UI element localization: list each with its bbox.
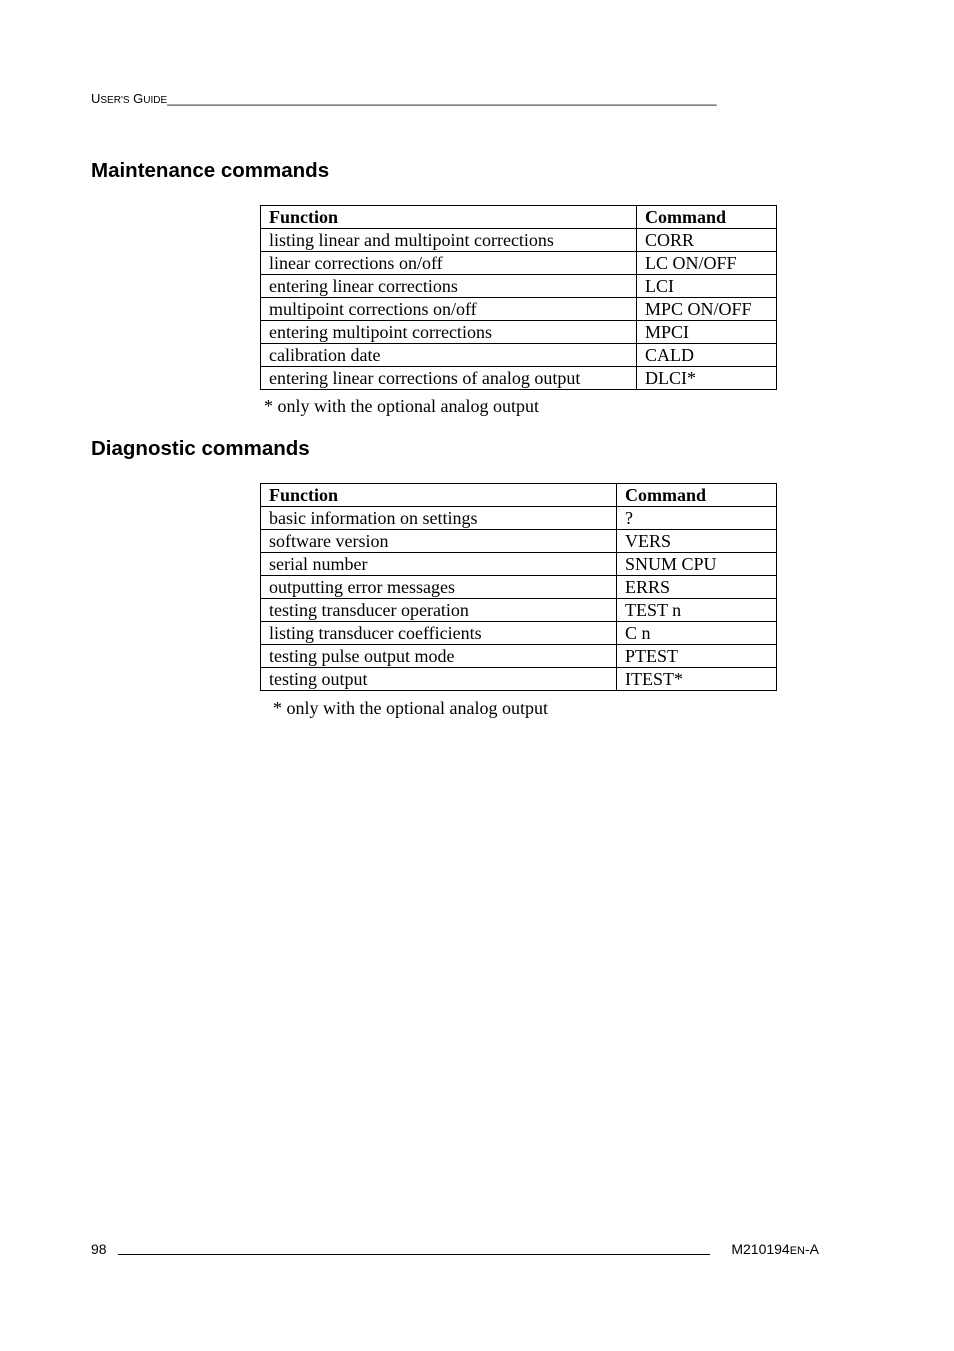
function-cell: basic information on settings [261,507,617,530]
function-cell: listing linear and multipoint corrections [261,229,637,252]
table-row [261,668,777,691]
table-row [261,553,777,576]
table-row [261,298,777,321]
table-row [261,576,777,599]
command-cell: VERS [617,530,777,553]
table-row [261,599,777,622]
command-cell: MPC ON/OFF [637,298,777,321]
command-cell: ? [617,507,777,530]
header-guide-rest-1: SER'S [100,95,130,106]
command-cell: ITEST* [617,668,777,691]
command-cell: CALD [637,344,777,367]
function-cell: serial number [261,553,617,576]
function-cell: entering multipoint corrections [261,321,637,344]
function-cell: software version [261,530,617,553]
footer-rule [118,1254,710,1255]
maintenance-commands-table [260,205,777,390]
function-cell: testing pulse output mode [261,645,617,668]
table-row [261,229,777,252]
table-row [261,530,777,553]
document-code [731,1240,819,1260]
function-cell: listing transducer coefficients [261,622,617,645]
function-cell: outputting error messages [261,576,617,599]
function-cell: testing output [261,668,617,691]
table-row [261,252,777,275]
command-cell: SNUM CPU [617,553,777,576]
diagnostic-footnote: * only with the optional analog output [273,698,548,718]
command-cell: LCI [637,275,777,298]
maintenance-footnote: * only with the optional analog output [264,396,539,416]
table-row [261,622,777,645]
function-cell: entering linear corrections [261,275,637,298]
table-row [261,275,777,298]
command-cell: DLCI* [637,367,777,390]
document-code-language: EN [789,1245,805,1257]
maintenance-heading: Maintenance commands [91,159,330,182]
command-cell: LC ON/OFF [637,252,777,275]
command-cell: CORR [637,229,777,252]
diagnostic-commands-table [260,483,777,691]
command-cell: TEST n [617,599,777,622]
page-footer [91,1240,819,1258]
running-header [91,91,817,109]
command-cell: PTEST [617,645,777,668]
function-cell: testing transducer operation [261,599,617,622]
table-header-row [261,206,777,229]
document-code-suffix: -A [805,1241,819,1257]
function-cell: entering linear corrections of analog output [261,367,637,390]
function-cell: multipoint corrections on/off [261,298,637,321]
table-row [261,507,777,530]
table-row [261,645,777,668]
table-row [261,344,777,367]
table-header-row [261,484,777,507]
header-guide-initial-2: G [133,91,144,106]
command-cell: MPCI [637,321,777,344]
function-cell: calibration date [261,344,637,367]
page-number: 98 [91,1241,107,1257]
header-rule: ____________________________________________________________________________ [167,91,717,106]
header-guide-rest-2: UIDE [143,95,168,106]
document-code-main: M210194 [731,1241,790,1257]
header-guide-initial-1: U [91,91,101,106]
command-cell: C n [617,622,777,645]
table-row [261,321,777,344]
column-header-command: Command [617,484,777,507]
column-header-function: Function [261,484,617,507]
command-cell: ERRS [617,576,777,599]
column-header-function: Function [261,206,637,229]
column-header-command: Command [637,206,777,229]
diagnostic-heading: Diagnostic commands [91,437,310,460]
function-cell: linear corrections on/off [261,252,637,275]
table-row [261,367,777,390]
